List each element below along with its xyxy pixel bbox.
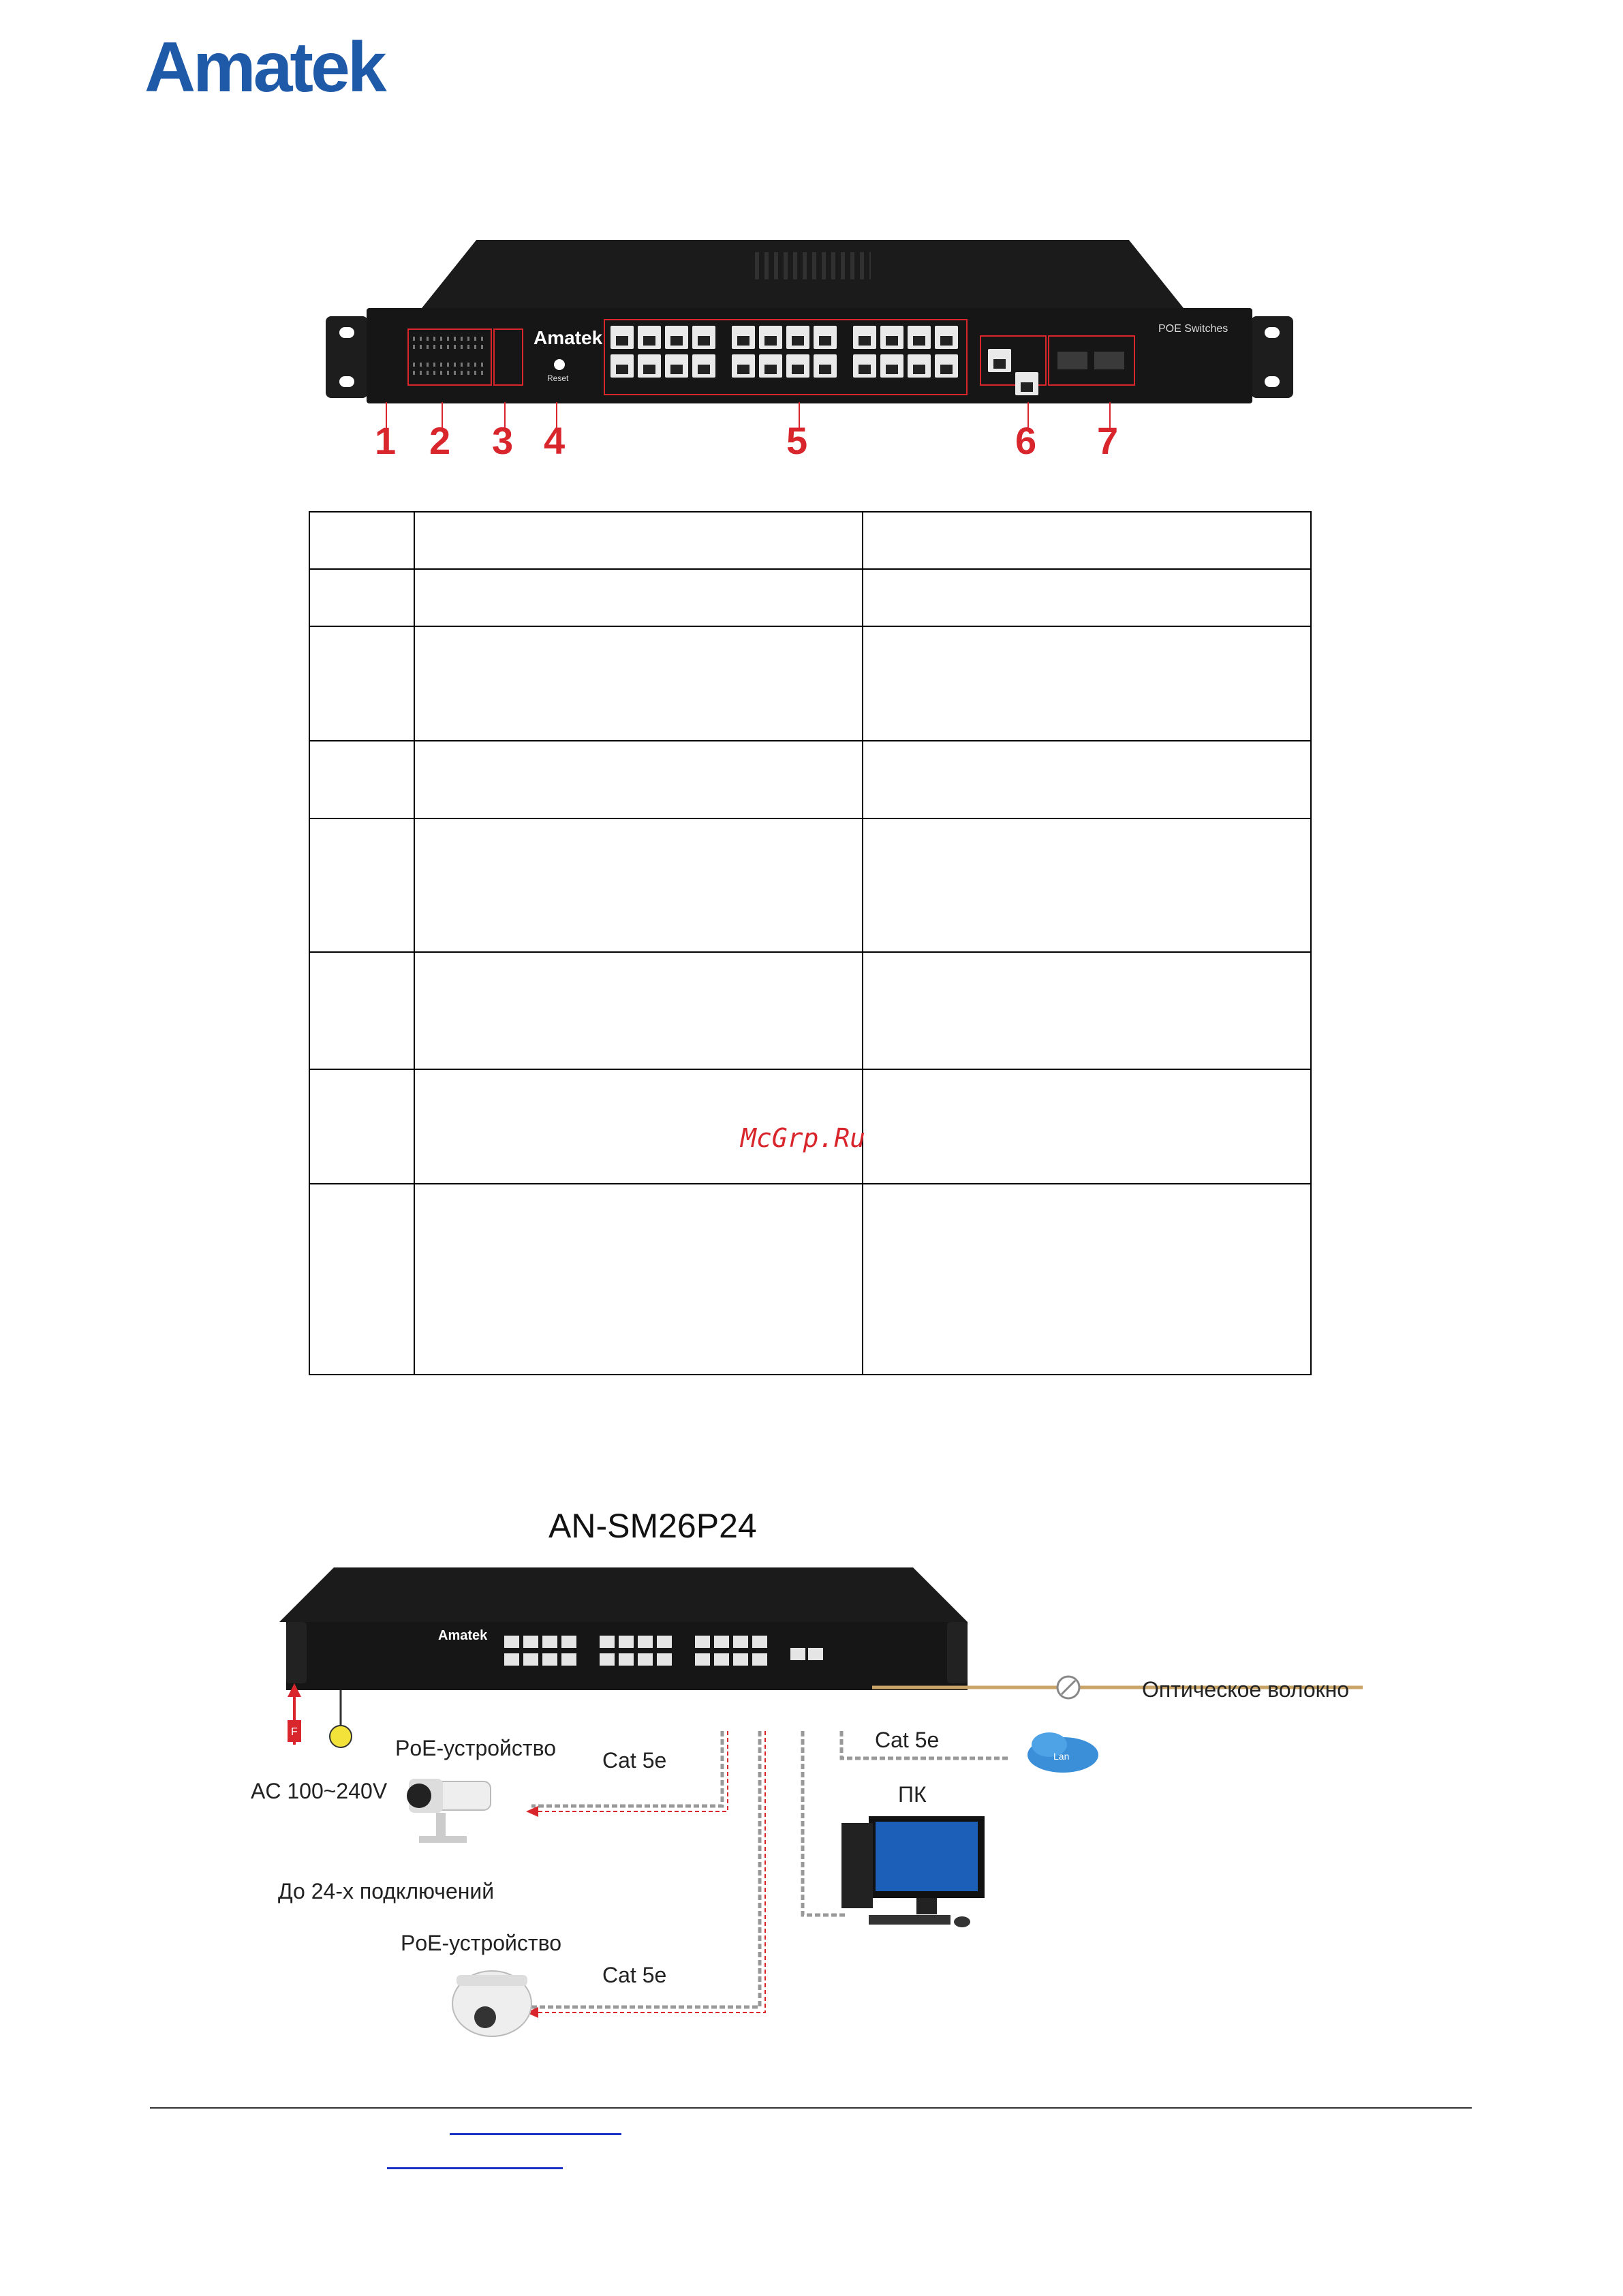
footer-divider <box>150 2107 1472 2109</box>
callout-7: 7 <box>1097 419 1119 462</box>
cable-label-3: Cat 5e <box>875 1728 940 1752</box>
fiber-label: Оптическое волокно <box>1142 1677 1350 1702</box>
switch-front-panel <box>326 240 1293 462</box>
footer-link-1[interactable] <box>450 2133 621 2135</box>
footer-link-2[interactable] <box>387 2167 563 2169</box>
spec-table <box>309 511 1312 1375</box>
cable-label-1: Cat 5e <box>602 1748 667 1773</box>
pc-label: ПК <box>898 1782 927 1807</box>
uplink-ports-group <box>980 335 1047 386</box>
table-row <box>309 512 1311 569</box>
table-row <box>309 952 1311 1069</box>
panel-label: POE Switches <box>1158 323 1228 335</box>
callout-3: 3 <box>492 419 514 462</box>
panel-brand: Amatek <box>534 327 603 348</box>
fuse-label: F <box>291 1726 298 1738</box>
reset-label: Reset <box>547 373 569 383</box>
rack-ear-left <box>326 316 368 398</box>
callout-4: 4 <box>544 419 566 462</box>
sfp-ports-group <box>1048 335 1135 386</box>
connection-diagram <box>232 1554 1390 2085</box>
poe-device-label-1: PoE-устройство <box>395 1736 556 1760</box>
cable-label-2: Cat 5e <box>602 1963 667 1987</box>
table-row <box>309 626 1311 741</box>
uplink-led-group <box>493 328 523 386</box>
table-row <box>309 741 1311 818</box>
poe-device-label-2: PoE-устройство <box>401 1931 561 1955</box>
amatek-logo: Amatek <box>144 28 384 107</box>
callout-6: 6 <box>1015 419 1037 462</box>
port-block-2 <box>726 320 842 383</box>
diagram-title: AN-SM26P24 <box>548 1507 757 1545</box>
rack-ear-right <box>1251 316 1293 398</box>
table-row <box>309 1184 1311 1375</box>
chassis-front <box>367 308 1252 403</box>
port-block-3 <box>848 320 963 383</box>
watermark: McGrp.Ru <box>741 1123 866 1153</box>
callout-2: 2 <box>429 419 451 462</box>
port-block-1 <box>605 320 721 383</box>
diagram-switch-brand: Amatek <box>438 1628 488 1643</box>
reset-button <box>554 359 565 370</box>
port-led-group <box>407 328 492 386</box>
connections-label: До 24-х подключений <box>278 1879 495 1903</box>
lan-cloud-label: Lan <box>1053 1751 1070 1762</box>
chassis-vent <box>755 252 871 279</box>
table-row <box>309 818 1311 952</box>
power-label: AC 100~240V <box>251 1779 388 1803</box>
poe-ports-group <box>604 319 968 395</box>
callout-5: 5 <box>786 419 808 462</box>
table-row <box>309 569 1311 626</box>
callout-1: 1 <box>375 419 397 462</box>
